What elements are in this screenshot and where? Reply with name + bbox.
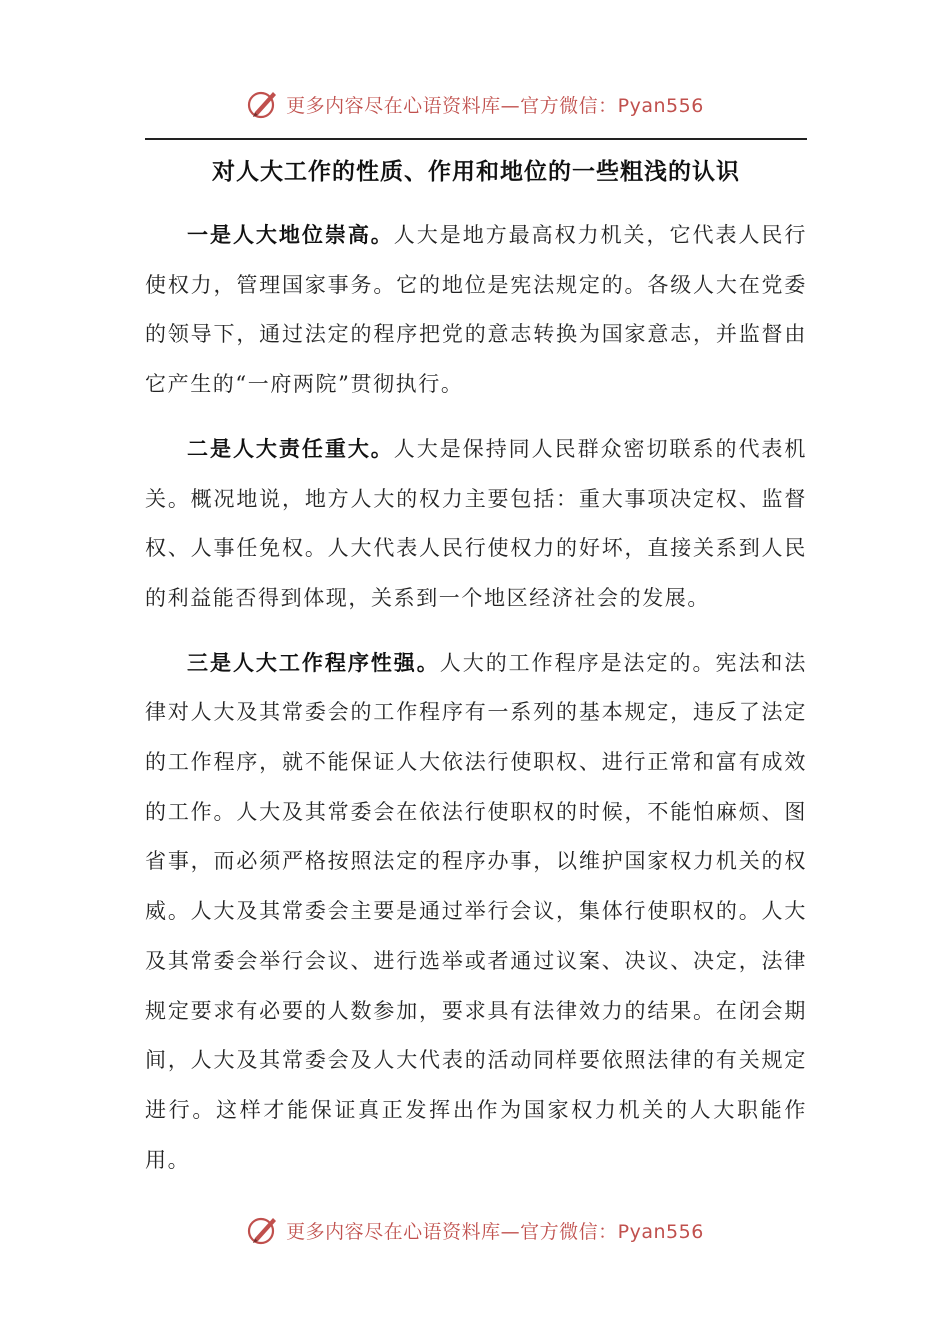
paragraph-text: 人大是保持同人民群众密切联系的代表机关。概况地说，地方人大的权力主要包括：重大事项决定权、监督权、人事任免权。人大代表人民行使权力的好坏，直接关系到人民的利益能否得到体现，关系到一个地区经济社会的发展。 <box>145 436 807 610</box>
watermark-sub-text: —官方微信：Pyan556 <box>500 1220 704 1243</box>
watermark-sub-text: —官方微信：Pyan556 <box>500 94 704 117</box>
pen-logo-icon <box>246 87 280 121</box>
watermark-main-text: 更多内容尽在心语资料库 <box>286 94 501 117</box>
pen-logo-icon <box>246 1213 280 1247</box>
paragraph-2 <box>145 424 807 624</box>
document-body <box>145 210 807 1199</box>
watermark-main-text: 更多内容尽在心语资料库 <box>286 1220 501 1243</box>
footer-watermark <box>0 1210 950 1250</box>
document-title: 对人大工作的性质、作用和地位的一些粗浅的认识 <box>212 158 740 185</box>
header-watermark <box>0 84 950 124</box>
paragraph-3 <box>145 638 807 1186</box>
paragraph-lead: 一是人大地位崇高。 <box>187 222 394 247</box>
paragraph-lead: 二是人大责任重大。 <box>187 435 394 461</box>
header-divider <box>145 138 807 140</box>
paragraph-text: 人大是地方最高权力机关，它代表人民行使权力，管理国家事务。它的地位是宪法规定的。各级人大在党委的领导下，通过法定的程序把党的意志转换为国家意志，并监督由它产生的“一府两院”贯彻执行。 <box>145 223 807 397</box>
paragraph-1 <box>145 210 807 410</box>
paragraph-text: 人大的工作程序是法定的。宪法和法律对人大及其常委会的工作程序有一系列的基本规定，违反了法定的工作程序，就不能保证人大依法行使职权、进行正常和富有成效的工作。人大及其常委会在依法行使职权的时候，不能怕麻烦、图省事，而必须严格按照法定的程序办事，以维护国家权力机关的权威。人大及其常委会主要是通过举行会议，集体行使职权的。人大及其常委会举行会议、进行选举或者通过议案、决议、决定，法律规定要求有必要的人数参加，要求具有法律效力的结果。在闭会期间，人大及其常委会及人大代表的活动同样要依照法律的有关规定进行。这样才能保证真正发挥出作为国家权力机关的人大职能作用。 <box>145 650 807 1172</box>
paragraph-lead: 三是人大工作程序性强。 <box>187 649 440 675</box>
